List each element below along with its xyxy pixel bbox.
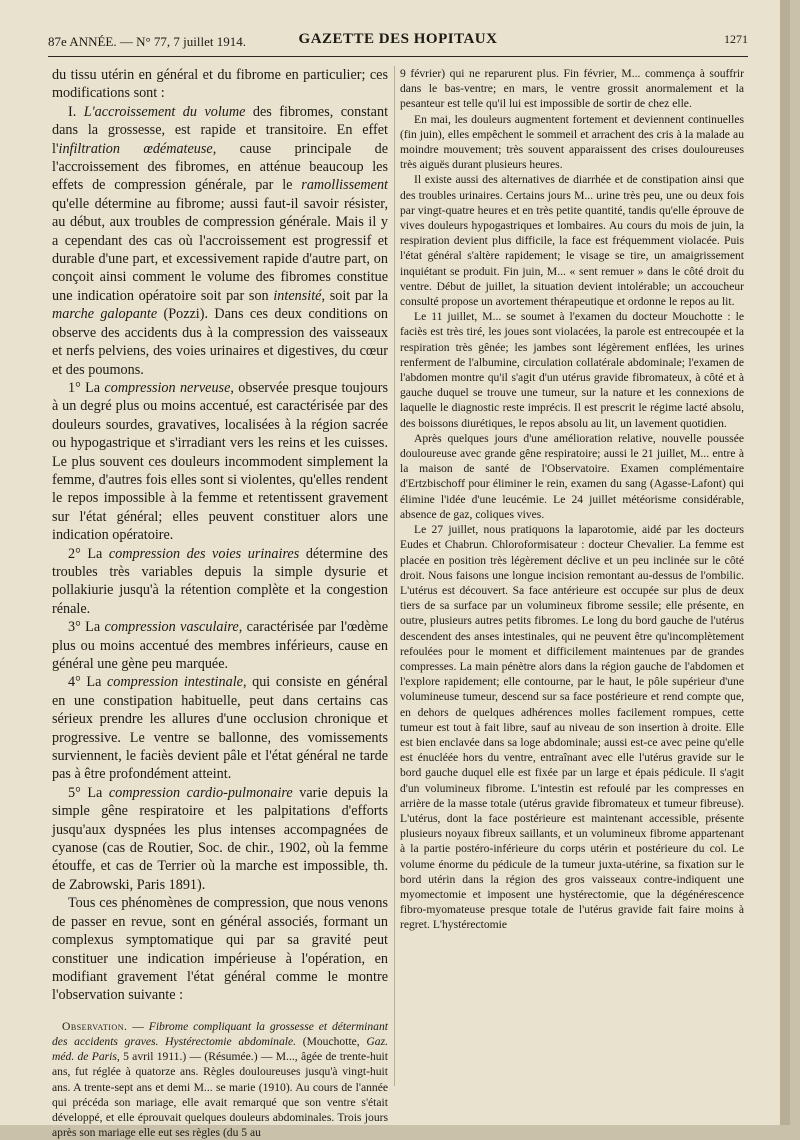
text: I. <box>68 103 84 120</box>
emphasis: infiltration œdémateuse <box>58 140 213 157</box>
text: En mai, les douleurs augmentent fortement et deviennent continuelles (fin juin), elles empêchent le sommeil et arrachent des cris à la malade au moindre mouvement; très souvent apparaissent des crises douloureuses très aiguës durant plusieurs heures. <box>400 112 744 172</box>
emphasis: ramollissement <box>301 177 388 194</box>
emphasis: compression nerveuse <box>104 379 231 396</box>
text: , caractérisée par l'œdème plus ou moins accentué des membres inférieurs, cause en général une gène peu marquée. <box>52 619 388 672</box>
header-rule <box>48 56 748 57</box>
text: , 5 avril 1911.) — (Résumée.) — M..., âgée de trente-huit ans, fut réglée à quatorze ans. Règles douloureuses jusqu'à vingt-huit ans. A trente-sept ans et demi M... se marie (1910). Au cours de l'année qui précéda son mariage, elle avait remarqué que son ventre s'était développé, et elle éprouvait quelques douleurs abdominales. Trois jours après son mariage elle eut ses règles (du 5 au <box>52 1050 389 1140</box>
column-divider <box>394 66 395 1086</box>
emphasis: L'accroissement du volume <box>83 103 246 120</box>
text: (Pozzi). Dans ces deux conditions on observe des accidents dus à la compression des vaisseaux et nerfs pelviens, des voies urinaires et digestives, du cœur et des poumons. <box>52 306 389 378</box>
page-number: 1271 <box>724 32 748 46</box>
text: détermine des troubles très variables depuis la simple dysurie et pollakiurie jusqu'à la rétention complète et la congestion rénale. <box>52 545 389 617</box>
paragraph <box>400 66 744 112</box>
text: du tissu utérin en général et du fibrome en particulier; ces modifications sont : <box>52 67 388 102</box>
emphasis: Gaz. méd. de Paris <box>52 1034 388 1064</box>
text: 2° La <box>68 545 109 562</box>
paragraph <box>400 172 744 309</box>
paragraph <box>400 522 744 932</box>
text: 9 février) qui ne reparurent plus. Fin février, M... commença à souffrir dans le bas-ventre; en mars, le ventre grossit anormalement et la pesanteur est telle qu'il lui est impossible de sortir de chez elle. <box>400 67 744 111</box>
text: qu'elle détermine au fibrome; aussi faut-il savoir résister, au début, aux troubles de compression générale. Mais il y a cependant des cas où l'accroissement est progressif et durable d'une part, et excessivement rapide d'autre part, on conçoit ainsi comment le volume des fibromes constitue une indication opératoire soit par son <box>52 195 388 304</box>
right-column <box>400 66 744 933</box>
text: Tous ces phénomènes de compression, que nous venons de passer en revue, sont en général associés, formant un complexus symptomatique qui par sa gravité peut constituer une indication impérieuse à l'opération, en modifiant gravement l'état général comme le montre l'observation suivante : <box>52 895 388 1004</box>
paragraph <box>400 431 744 522</box>
text: , soit par la <box>321 287 388 304</box>
text: des fibromes, constant dans la grossesse, est rapide et transitoire. En effet l' <box>52 103 389 157</box>
observation-label: Observation. <box>62 1019 128 1033</box>
observation-paragraph <box>52 1019 388 1140</box>
paragraph-nerve <box>52 379 388 545</box>
paragraph <box>52 66 388 103</box>
paragraph-vascular <box>52 618 388 673</box>
text: Après quelques jours d'une amélioration relative, nouvelle poussée douloureuse avec grande gêne respiratoire; aussi le 21 juillet, M... entre à la maison de santé de l'Observatoire. Examen complémentaire d'Ertzbischoff pour éliminer le rein, examen du sang (Agasse-Lafont) qui élimine l'idée d'une leucémie. Le 24 juillet météorisme considérable, absence de gaz, coliques vives. <box>400 431 744 521</box>
text: , cause principale de l'accroissement des fibromes, en atténue beaucoup les effets de compression générale, par le <box>52 140 388 194</box>
text: 3° La <box>68 619 105 636</box>
emphasis: compression cardio-pulmonaire <box>108 784 293 801</box>
paragraph-summary <box>52 894 388 1004</box>
text: , qui consiste en général en une constipation habituelle, peut dans certains cas sérieux prendre les allures d'une occlusion chronique et progressive. Le ventre se ballonne, des vomissements surviennent, le faciès devient pâle et l'état général ne tarde pas à être profondément atteint. <box>52 674 388 783</box>
emphasis: compression vasculaire <box>104 619 239 636</box>
emphasis: compression intestinale <box>107 674 243 691</box>
text: Il existe aussi des alternatives de diarrhée et de constipation ainsi que des troubles urinaires. Certains jours M... urine très peu, une ou deux fois par vingt-quatre heures et en très petite quantité, tandis qu'elle éprouve de vives douleurs hypogastriques et lombaires. Au cours du mois de juin, la respiration devient plus difficile, la face est fréquemment violacée. Puis l'état général s'altère rapidement; le visage se tire, un amaigrissement inquiétant se produit. Fin juin, M... « sent remuer » dans le côté droit du ventre. Début de juillet, la situation devient intolérable; un accoucheur consulté propose un avortement thérapeutique et ordonne le repos au lit. <box>400 173 744 309</box>
text: 4° La <box>68 674 107 691</box>
publication-title: GAZETTE DES HOPITAUX <box>298 31 498 47</box>
paragraph <box>400 309 744 431</box>
paragraph-volume <box>52 103 388 379</box>
text: (Mouchotte, <box>296 1034 367 1048</box>
text: , observée presque toujours à un degré plus ou moins accentué, est caractérisée par des douleurs sourdes, gravatives, localisées à la région sacrée ou hypogastrique et s'irradiant vers les reins et les cuisses. Le plus souvent ces douleurs incommodent simplement la femme, d'autres fois elles sont si violentes, qu'elles rendent le repos impossible à la femme et retentissent gravement sur l'état général; elles peuvent constituer alors une indication opératoire. <box>52 379 388 544</box>
page-edge <box>780 0 790 1125</box>
paragraph-intestinal <box>52 673 388 783</box>
page-header <box>48 28 748 54</box>
paragraph <box>400 112 744 173</box>
text: varie depuis la simple gêne respiratoire et les palpitations d'efforts jusqu'aux dyspnées les plus intenses accompagnées de cyanose (cas de Routier, Soc. de chir., 1902, où la femme étouffe, et cas de Terrier où la marche est impossible, th. de Zabrowski, Paris 1891). <box>52 784 389 893</box>
emphasis: intensité <box>273 287 322 304</box>
observation-title: Fibrome compliquant la grossesse et déterminant des accidents graves. Hystérectomie abdominale. <box>52 1019 388 1048</box>
emphasis: compression des voies urinaires <box>108 545 300 562</box>
text: Le 11 juillet, M... se soumet à l'examen du docteur Mouchotte : le faciès est très tiré, les joues sont violacées, la parole est entrecoupée et la respiration très gênée; les jambes sont légèrement enflées, les urines renferment de l'albumine, circulation collatérale abdominale; l'examen de l'abdomen montre qu'il s'agit d'un utérus gravide fibromateux, à côté et à gauche duquel se trouve une tumeur, sur la nature et les connexions de laquelle le diagnostic reste imprécis. Il est prescrit le régime lacté absolu, des boissons diurétiques, le repos absolu au lit, un lavement quotidien. <box>400 310 744 430</box>
paragraph-urinary <box>52 545 388 619</box>
issue-info: 87e ANNÉE. — N° 77, 7 juillet 1914. <box>48 34 247 49</box>
text: Le 27 juillet, nous pratiquons la laparotomie, aidé par les docteurs Eudes et Chabrun. Chloroformisateur : docteur Chevalier. La femme est placée en position très légèrement déclive et un peu inclinée sur le côté droit. Nous faisons une longue incision remontant au-dessus de l'ombilic. L'utérus est découvert. Sa face antérieure est occupée sur plus de deux tiers de sa surface par un volumineux fibrome sessile; elle présente, en outre, plusieurs autres petits fibromes. Le long du bord gauche de l'utérus descendent des anses intestinales, qui ne peuvent être qu'incomplètement refoulées pour le moment et difficilement maintenues par de grandes compresses. La main pénètre alors dans la région gauche de l'abdomen et l'explore rapidement; elle contourne, par le haut, le pôle supérieur d'une volumineuse tumeur, descend sur sa face postérieure et rend compte que, en dehors de quelques adhérences molles facilement rompues, cette tumeur est tout à fait libre, sauf au niveau de son insertion à droite. Elle est bien enclavée dans sa loge abdominale; aussi est-ce avec peine qu'elle est énucléée hors du ventre, entraînant avec elle l'utérus gravide sur le bord gauche duquel elle est fixée par un large et épais pédicule. Il s'agit d'un volumineux fibrome. L'intestin est refoulé par les compresses en arrière de la masse totale (utérus gravide fibromateux et tumeur fibreuse). L'utérus, dont la face postérieure est maintenant accessible, présente plusieurs noyaux fibreux saillants, et un volumineux fibrome appartenant à la partie postéro-inférieure du corps utérin et postérieure du col. Le volume énorme du pédicule de la tumeur juxta-utérine, sa fixation sur le bord utérin dans la région des gros vaisseaux contre-indiquent une myomectomie et imposent une hystérectomie, que la dégénérescence fibro-myomateuse presque totale de l'utérus gravide fait faire moins à regret. L'hystérectomie <box>400 523 744 932</box>
text: — <box>127 1019 149 1033</box>
text: 1° La <box>68 379 105 396</box>
left-column <box>52 66 388 1140</box>
emphasis: marche galopante <box>52 306 158 323</box>
paragraph-cardio <box>52 784 388 894</box>
text: 5° La <box>68 784 109 801</box>
